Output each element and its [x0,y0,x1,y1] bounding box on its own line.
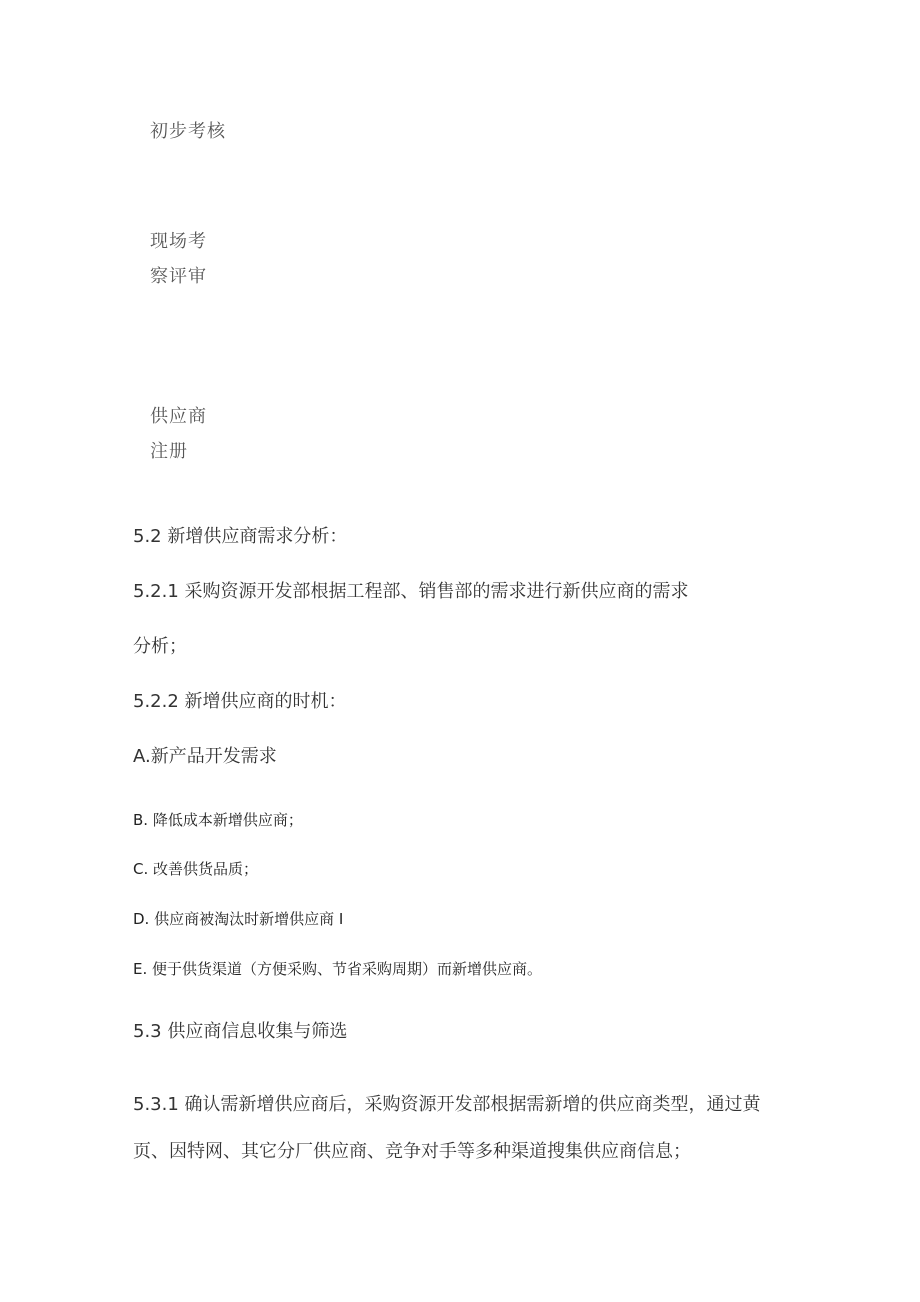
section-5-2-1-line-1: 5.2.1 采购资源开发部根据工程部、销售部的需求进行新供应商的需求 [133,581,689,602]
section-5-2-2-title: 5.2.2 新增供应商的时机： [133,691,347,712]
flowchart-label-preliminary-review [150,114,226,149]
flowchart-label-line: 察评审 [150,266,207,287]
section-5-3-title: 5.3 供应商信息收集与筛选 [133,1021,348,1042]
flowchart-label-line: 供应商 [150,406,207,427]
list-item-e: E. 便于供货渠道（方便采购、节省采购周期）而新增供应商。 [133,960,543,978]
flowchart-label-line: 初步考核 [150,121,226,142]
list-item-c: C. 改善供货品质； [133,860,259,878]
flowchart-label-line: 现场考 [150,231,207,252]
flowchart-label-site-review [150,224,207,294]
flowchart-label-line: 注册 [150,441,188,462]
section-5-2-title: 5.2 新增供应商需求分析： [133,526,348,547]
section-5-3-1-line-1: 5.3.1 确认需新增供应商后，采购资源开发部根据需新增的供应商类型，通过黄 [133,1094,761,1115]
list-item-a: A.新产品开发需求 [133,746,277,767]
list-item-d: D. 供应商被淘汰时新增供应商 I [133,910,344,928]
section-5-2-1-line-2: 分析； [133,636,187,657]
list-item-b: B. 降低成本新增供应商； [133,811,303,829]
section-5-3-1-line-2: 页、因特网、其它分厂供应商、竞争对手等多种渠道搜集供应商信息； [133,1141,691,1162]
flowchart-label-supplier-registration [150,399,207,469]
